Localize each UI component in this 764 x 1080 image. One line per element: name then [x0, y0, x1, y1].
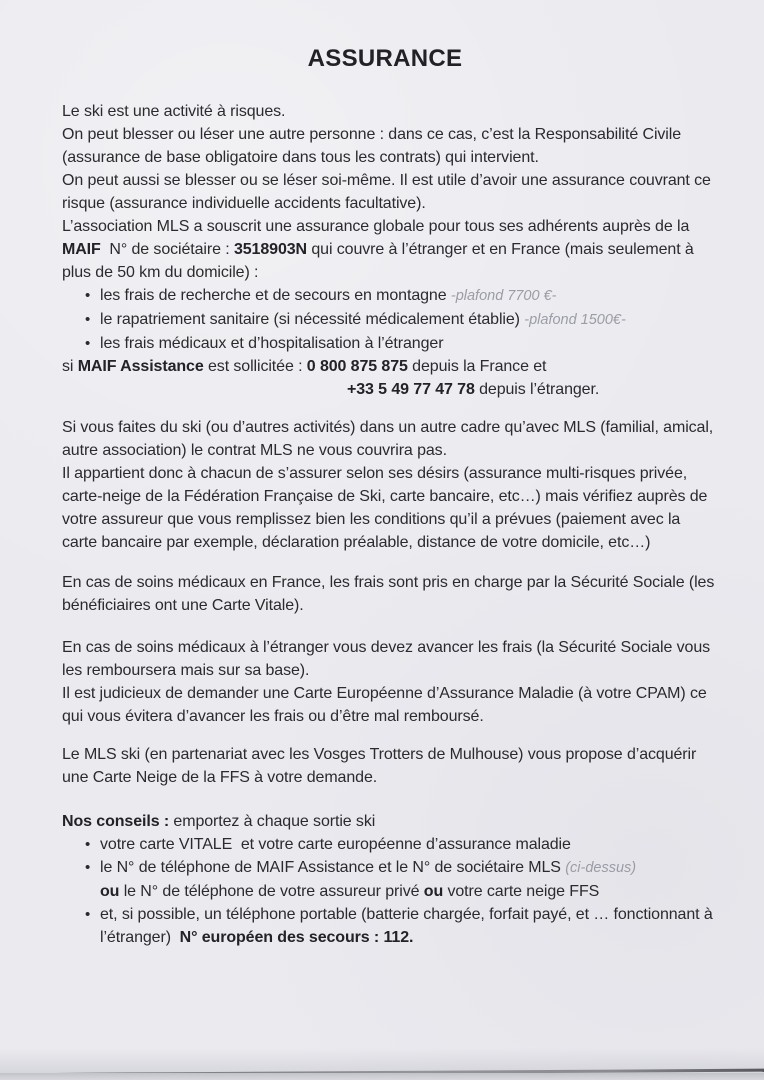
page-title: ASSURANCE [307, 45, 463, 72]
scanner-background [0, 1073, 764, 1080]
advice-heading [62, 810, 718, 833]
advice-item-carte-vitale [62, 833, 718, 856]
maif-brand-name: MAIF [62, 241, 101, 258]
intro-paragraph-responsabilite-civile: On peut blesser ou léser une autre personne : dans ce cas, c’est la Responsabilité Civile (assurance de base obligatoire dans tous les contrats) qui intervient. [62, 126, 686, 166]
coverage-item-text: les frais de recherche et de secours en montagne [100, 287, 451, 304]
autre-cadre-paragraph-2: Il appartient donc à chacun de s’assurer selon ses désirs (assurance multi-risques privée, carte-neige de la Fédération Française de Ski, carte bancaire, etc…) mais vérifiez auprès de votre assureur que vous remplissez bien les conditions qu’il a prévues (paiement avec la carte bancaire par exemple, déclaration préalable, distance de votre domicile, etc…) [62, 465, 712, 551]
bullet-icon: • [85, 906, 91, 923]
european-emergency-number: N° européen des secours : 112. [179, 929, 414, 946]
advice-item-text: votre carte VITALE et votre carte européenne d’assurance maladie [100, 836, 571, 853]
phone-number-etranger: +33 5 49 77 47 78 [347, 381, 475, 398]
mls-run-2: N° de sociétaire : [100, 241, 234, 258]
assistance-run-1: si [62, 358, 78, 375]
phone-number-france: 0 800 875 875 [306, 358, 408, 375]
bullet-icon: • [85, 311, 91, 328]
member-number: 3518903N [233, 241, 307, 258]
soins-etranger-paragraph-2: Il est judicieux de demander une Carte Européenne d’Assurance Maladie (à votre CPAM) ce qui vous évitera d’avancer les frais ou d’être mal remboursé. [62, 685, 712, 725]
maif-assistance-name: MAIF Assistance [77, 358, 204, 375]
coverage-list [62, 284, 718, 355]
advice-item-text: votre carte neige FFS [443, 883, 600, 900]
advice-item-text: le N° de téléphone de MAIF Assistance et le N° de sociétaire MLS [100, 859, 566, 876]
bullet-icon: • [85, 335, 91, 352]
advice-list [62, 833, 718, 949]
coverage-item-text: les frais médicaux et d’hospitalisation à l’étranger [100, 335, 444, 352]
soins-france-paragraph: En cas de soins médicaux en France, les frais sont pris en charge par la Sécurité Sociale (les bénéficiaires ont une Carte Vitale). [62, 574, 719, 614]
mls-run-1: L’association MLS a souscrit une assurance globale pour tous ses adhérents auprès de la [62, 218, 694, 235]
advice-item-text: et, si possible, un téléphone portable (batterie chargée, forfait payé, et … fonctionnant à l’étranger) [100, 906, 717, 946]
mls-subscription-paragraph [62, 215, 718, 284]
intro-paragraph-risques: Le ski est une activité à risques. [62, 103, 286, 120]
autre-cadre-paragraph-1: Si vous faites du ski (ou d’autres activités) dans un autre cadre qu’avec MLS (familial, amical, autre association) le contrat MLS ne vous couvrira pas. [62, 419, 718, 459]
advice-ou-2: ou [423, 883, 444, 900]
advice-item-text: le N° de téléphone de votre assureur privé [119, 883, 424, 900]
advice-item-telephone [62, 903, 718, 949]
assistance-phone-line-etranger [62, 378, 718, 401]
advice-heading-label: Nos conseils : [62, 813, 170, 830]
carte-neige-paragraph: Le MLS ski (en partenariat avec les Vosges Trotters de Mulhouse) vous propose d’acquérir une Carte Neige de la FFS à votre demande. [62, 746, 701, 786]
coverage-item-secours-montagne [62, 284, 718, 308]
coverage-item-rapatriement [62, 308, 718, 332]
assistance-run-2: est sollicitée : [203, 358, 307, 375]
mls-run-3: qui couvre à l’étranger et en France (mais seulement à plus de 50 km du domicile) : [62, 241, 699, 281]
advice-heading-rest: emportez à chaque sortie ski [169, 813, 376, 830]
assistance-run-4: depuis l’étranger. [474, 381, 600, 398]
bullet-icon: • [85, 287, 91, 304]
coverage-item-text: le rapatriement sanitaire (si nécessité médicalement établie) [100, 311, 525, 328]
plafond-note-1500: -plafond 1500€- [524, 312, 626, 328]
ci-dessus-note: (ci-dessus) [565, 860, 637, 876]
document-content [62, 44, 718, 949]
advice-item-numeros [62, 856, 718, 903]
coverage-item-frais-medicaux [62, 332, 718, 355]
soins-etranger-paragraph-1: En cas de soins médicaux à l’étranger vous devez avancer les frais (la Sécurité Sociale vous les remboursera mais sur sa base). [62, 639, 715, 679]
advice-ou-1: ou [100, 883, 120, 900]
bullet-icon: • [85, 836, 91, 853]
assistance-run-3: depuis la France et [407, 358, 547, 375]
intro-paragraph-accidents-facultative: On peut aussi se blesser ou se léser soi-même. Il est utile d’avoir une assurance couvrant ce risque (assurance individuelle accidents facultative). [62, 172, 716, 212]
bullet-icon: • [85, 859, 91, 876]
plafond-note-7700: -plafond 7700 €- [450, 288, 557, 304]
assistance-phone-line-france [62, 355, 718, 378]
